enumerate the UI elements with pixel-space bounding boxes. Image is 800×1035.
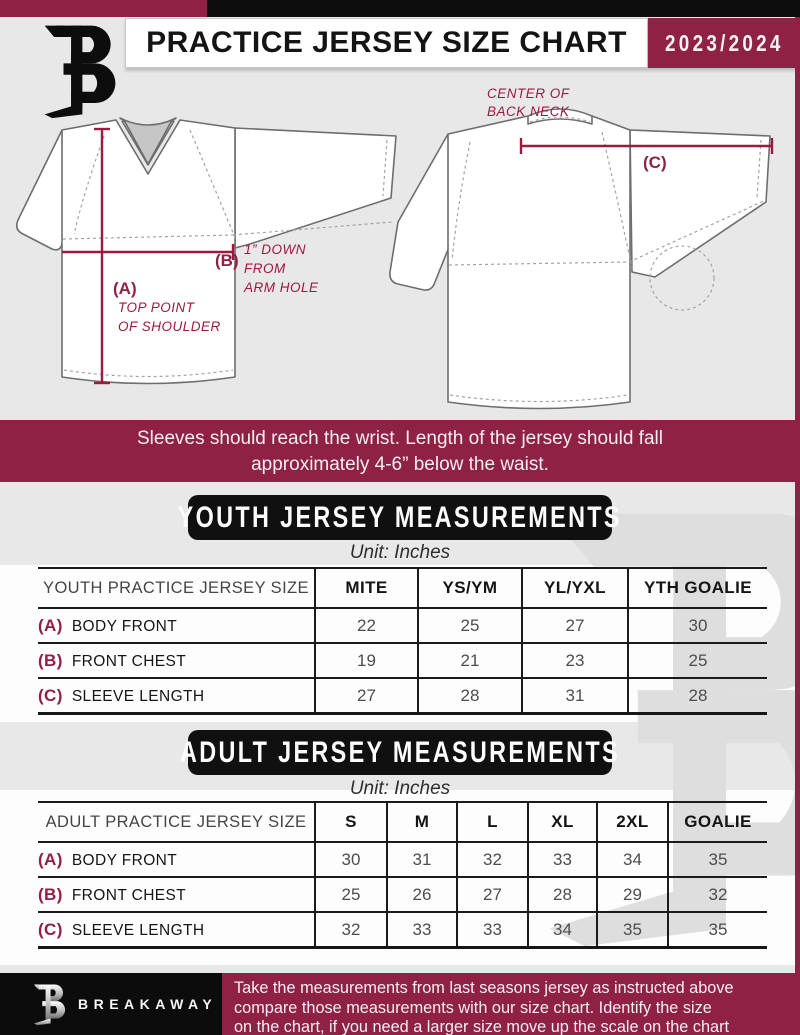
table-row <box>38 912 767 948</box>
jersey-diagrams <box>0 72 800 420</box>
table-row <box>38 608 767 643</box>
back-jersey-drawing <box>390 109 770 409</box>
cell-value: 32 <box>315 912 387 948</box>
cell-value: 19 <box>315 643 418 678</box>
cell-value: 22 <box>315 608 418 643</box>
front-jersey-drawing <box>17 118 396 384</box>
jersey-diagram-section <box>0 72 800 420</box>
cell-value: 32 <box>457 842 528 877</box>
cell-value: 26 <box>387 877 457 912</box>
cell-value: 35 <box>668 842 767 877</box>
cell-value: 28 <box>418 678 522 714</box>
adult-heading-label: ADULT JERSEY MEASUREMENTS <box>180 735 620 769</box>
youth-col-size: YOUTH PRACTICE JERSEY SIZE <box>38 568 315 608</box>
season-badge <box>648 18 800 68</box>
measurements-section <box>0 482 800 973</box>
top-accent-maroon <box>0 0 207 17</box>
adult-col-xl: XL <box>528 802 597 842</box>
header <box>0 17 800 72</box>
label-c-desc-1: CENTER OF <box>487 86 570 101</box>
adult-col-2xl: 2XL <box>597 802 668 842</box>
right-accent-border <box>795 17 800 973</box>
top-accent-bar <box>0 0 800 17</box>
cell-value: 27 <box>522 608 628 643</box>
youth-col-ylyxl: YL/YXL <box>522 568 628 608</box>
footer-brand-block <box>0 973 222 1035</box>
row-key: (A) <box>38 615 63 635</box>
label-b-desc-1: 1” DOWN <box>244 242 306 257</box>
youth-col-goalie: YTH GOALIE <box>628 568 767 608</box>
cell-value: 21 <box>418 643 522 678</box>
row-label: FRONT CHEST <box>71 886 187 904</box>
cell-value: 23 <box>522 643 628 678</box>
page-title: PRACTICE JERSEY SIZE CHART <box>146 26 627 59</box>
cell-value: 25 <box>418 608 522 643</box>
label-b: (B) <box>215 251 239 270</box>
footer-instructions-line2: compare those measurements with our size chart. Identify the size <box>234 998 712 1017</box>
label-a: (A) <box>113 279 137 298</box>
table-row <box>38 842 767 877</box>
table-row <box>38 877 767 912</box>
label-c: (C) <box>643 153 667 172</box>
fit-notice-banner <box>0 420 800 482</box>
cell-value: 33 <box>387 912 457 948</box>
cell-value: 32 <box>668 877 767 912</box>
youth-unit-label: Unit: Inches <box>349 542 451 563</box>
footer-instructions-line3: on the chart, if you need a larger size move up the scale on the chart <box>234 1018 730 1035</box>
footer-brand-name: BREAKAWAY <box>78 996 218 1012</box>
label-a-desc-2: OF SHOULDER <box>118 319 221 334</box>
cell-value: 25 <box>315 877 387 912</box>
row-key: (C) <box>38 919 63 939</box>
table-row <box>38 643 767 678</box>
cell-value: 34 <box>597 842 668 877</box>
cell-value: 27 <box>457 877 528 912</box>
label-c-desc-2: BACK NECK <box>487 104 570 119</box>
footer-instructions-line1: Take the measurements from last seasons jersey as instructed above <box>234 979 734 997</box>
label-b-desc-3: ARM HOLE <box>244 280 319 295</box>
cell-value: 34 <box>528 912 597 948</box>
adult-col-goalie: GOALIE <box>668 802 767 842</box>
row-label: BODY FRONT <box>71 851 178 869</box>
cell-value: 31 <box>387 842 457 877</box>
cell-value: 27 <box>315 678 418 714</box>
breakaway-b-logo-icon <box>26 20 118 120</box>
adult-col-size: ADULT PRACTICE JERSEY SIZE <box>38 802 315 842</box>
cell-value: 33 <box>528 842 597 877</box>
cell-value: 33 <box>457 912 528 948</box>
row-key: (A) <box>38 849 63 869</box>
cell-value: 30 <box>628 608 767 643</box>
youth-header-row <box>38 568 767 608</box>
row-label: SLEEVE LENGTH <box>71 921 205 939</box>
fit-notice-line2: approximately 4-6” below the waist. <box>251 454 549 475</box>
cell-value: 30 <box>315 842 387 877</box>
cell-value: 35 <box>668 912 767 948</box>
adult-col-m: M <box>387 802 457 842</box>
row-key: (C) <box>38 685 63 705</box>
adult-header-row <box>38 802 767 842</box>
cell-value: 31 <box>522 678 628 714</box>
cell-value: 35 <box>597 912 668 948</box>
footer <box>0 973 800 1035</box>
youth-col-mite: MITE <box>315 568 418 608</box>
youth-size-table <box>38 567 767 715</box>
adult-col-s: S <box>315 802 387 842</box>
row-key: (B) <box>38 650 63 670</box>
footer-instructions <box>222 973 800 1035</box>
row-label: BODY FRONT <box>71 617 178 635</box>
cell-value: 28 <box>528 877 597 912</box>
label-b-desc-2: FROM <box>244 261 286 276</box>
youth-col-ysym: YS/YM <box>418 568 522 608</box>
cell-value: 29 <box>597 877 668 912</box>
fit-notice-line1: Sleeves should reach the wrist. Length of the jersey should fall <box>137 428 663 449</box>
season-label: 2023/2024 <box>664 29 784 56</box>
youth-heading-label: YOUTH JERSEY MEASUREMENTS <box>177 500 623 534</box>
row-label: FRONT CHEST <box>71 652 187 670</box>
row-key: (B) <box>38 884 63 904</box>
adult-measurements-heading <box>180 730 620 775</box>
cell-value: 28 <box>628 678 767 714</box>
adult-col-l: L <box>457 802 528 842</box>
table-row <box>38 678 767 714</box>
cell-value: 25 <box>628 643 767 678</box>
top-accent-black <box>207 0 800 17</box>
row-label: SLEEVE LENGTH <box>71 687 205 705</box>
adult-size-table <box>38 801 767 949</box>
label-a-desc-1: TOP POINT <box>118 300 195 315</box>
page-title-box <box>125 18 648 68</box>
breakaway-b-logo-icon <box>26 982 66 1026</box>
adult-unit-label: Unit: Inches <box>349 778 451 799</box>
youth-measurements-heading <box>177 495 623 540</box>
